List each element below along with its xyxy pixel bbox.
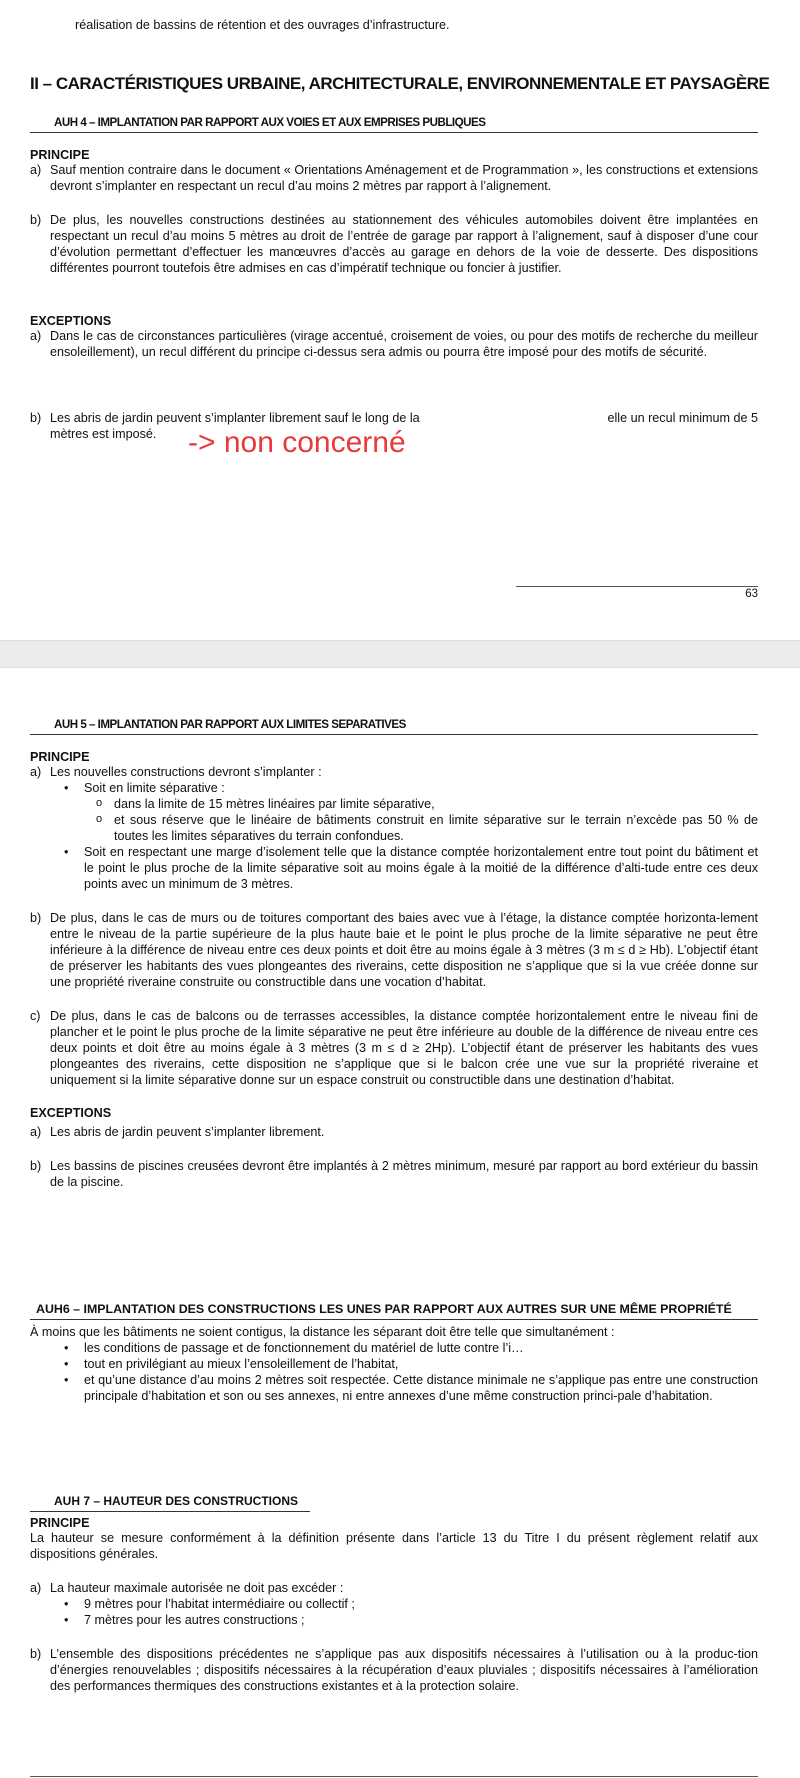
item-text: Sauf mention contraire dans le document « Orientations Aménagement et de Programmation », les constructions et extensions devront s’implanter en respectant un recul d’au moins 2 mètres par rapport à l’alignement. [50, 163, 758, 193]
auh7-intro: La hauteur se mesure conformément à la définition présente dans l’article 13 du Titre I du présent règlement relatif aux dispositions générales. [30, 1531, 758, 1561]
item-key: b) [30, 1647, 42, 1661]
list-item: • et qu’une distance d’au moins 2 mètres soit respectée. Cette distance minimale ne s’applique pas entre une construction principale d’habitation et son ou ses annexes, ni entre annexes d’une même construction princi-pale d’habitation. [30, 1372, 758, 1404]
document-page-64 [0, 668, 800, 1778]
item-key: a) [30, 163, 42, 177]
principe-label: PRINCIPE [30, 148, 90, 162]
auh4-exceptions [30, 314, 758, 360]
page-bottom-rule [30, 1776, 758, 1777]
item-text: De plus, dans le cas de murs ou de toitures comportant des baies avec vue à l’étage, la distance comptée horizonta-lement entre le niveau de la partie supérieure de la plus haute baie et le point le plus proche de la limite séparative ne peut être inférieure à la différence de niveau entre ces deux points et doit être au moins égale à 3 mètres (3 m ≤ d ≥ Hb). L’objectif étant de préserver les habitants des vues plongeantes des riverains, cette disposition ne s’applique que si la vue créée donne sur une propriété riveraine construite ou constructible dans une vocation d’habitat. [50, 911, 758, 989]
auh6-block [30, 1302, 758, 1404]
list-item: o dans la limite de 15 mètres linéaires par limite séparative, [30, 796, 758, 812]
item-text: De plus, dans le cas de balcons ou de terrasses accessibles, la distance comptée horizontalement entre le niveau fini de plancher et le point le plus proche de la limite séparative ne peut être inférieure au double de la différence de niveau entre ces deux points et doit être au moins égale à 3 mètres (3 m ≤ d ≥ 2Hp). L’objectif étant de préserver les habitants des vues plongeantes des riverains, cette disposition ne s’applique que si le balcon crée une vue sur la propriété riveraine et uniquement si la limite séparative donne sur un espace construit ou constructible dans une destination d’habitat. [50, 1009, 758, 1087]
item-key: a) [30, 1125, 42, 1139]
auh4-exception-a [30, 328, 758, 360]
item-text-line2: mètres est imposé. [50, 427, 157, 441]
list-item: o et sous réserve que le linéaire de bâtiments construit en limite séparative sur le terrain n’excède pas 50 % de toutes les limites séparatives du terrain confondues. [30, 812, 758, 844]
list-item: • tout en privilégiant au mieux l’ensoleillement de l’habitat, [30, 1356, 758, 1372]
bullet-list [30, 1596, 758, 1628]
bullet-list [30, 844, 758, 892]
item-key: c) [30, 1009, 41, 1023]
auh6-heading: AUH6 – IMPLANTATION DES CONSTRUCTIONS LES UNES PAR RAPPORT AUX AUTRES SUR UNE MÊME PROPRIÉTÉ [30, 1302, 758, 1320]
item-text: Les bassins de piscines creusées devront être implantés à 2 mètres minimum, mesuré par rapport au bord extérieur du bassin de la piscine. [50, 1159, 758, 1189]
sub-list [30, 796, 758, 844]
auh7-heading: AUH 7 – HAUTEUR DES CONSTRUCTIONS [30, 1494, 310, 1512]
auh4-principe-b [30, 212, 758, 276]
list-item: • Soit en respectant une marge d’isolement telle que la distance comptée horizontalement entre tout point du bâtiment et le point le plus proche de la limite séparative soit au moins égale à la moitié de la différence d’alti-tude entre ces deux points avec un minimum de 3 mètres. [30, 844, 758, 892]
item-text: L’ensemble des dispositions précédentes ne s’applique pas aux dispositifs nécessaires à l’utilisation ou à la produc-tion d’énergies renouvelables ; dispositifs nécessaires à la récupération d’eaux pluviales ; dispositifs nécessaires à l’amélioration des performances thermiques des constructions existantes et à la protection solaire. [50, 1647, 758, 1693]
item-key: b) [30, 911, 42, 925]
document-page-63 [0, 0, 800, 640]
auh7-principe [30, 1516, 758, 1694]
item-text: Les abris de jardin peuvent s’implanter librement. [50, 1125, 325, 1139]
item-key: b) [30, 411, 42, 425]
auh5-principe [30, 750, 758, 1190]
item-text: Dans le cas de circonstances particulières (virage accentué, croisement de voies, ou pour des motifs de recherche du meilleur ensoleillement), un recul différent du principe ci-dessus sera admis ou pourra être imposé pour des motifs de sécurité. [50, 329, 758, 359]
exceptions-label: EXCEPTIONS [30, 1106, 112, 1120]
auh7-block [30, 1494, 310, 1512]
list-item: • 7 mètres pour les autres constructions ; [30, 1612, 758, 1628]
list-item: • 9 mètres pour l’habitat intermédiaire ou collectif ; [30, 1596, 758, 1612]
item-text: De plus, les nouvelles constructions destinées au stationnement des véhicules automobiles doivent être implantées en respectant un recul d’au moins 5 mètres au droit de l’entrée de garage par rapport à l’alignement, sauf à disposer d’une cour d’évolution permettant d’effectuer les manœuvres d’accès au garage en dehors de la voie de desserte. Des dispositions différentes pourront toutefois être admises en cas d’impératif technique ou foncier à justifier. [50, 213, 758, 275]
footer-rule [516, 586, 758, 587]
auh4-heading: AUH 4 – IMPLANTATION PAR RAPPORT AUX VOIES ET AUX EMPRISES PUBLIQUES [30, 116, 758, 133]
bullet-list [30, 1340, 758, 1404]
page-separator [0, 640, 800, 668]
item-key: b) [30, 1159, 42, 1173]
section-title: II – CARACTÉRISTIQUES URBAINE, ARCHITECTURALE, ENVIRONNEMENTALE ET PAYSAGÈRE [30, 74, 770, 93]
auh4-block [30, 116, 758, 133]
auh5-principe-b [30, 910, 758, 990]
auh5-block [30, 718, 758, 735]
list-item: • les conditions de passage et de fonctionnement du matériel de lutte contre l’i… [30, 1340, 758, 1356]
item-text-right: elle un recul minimum de 5 [607, 411, 758, 425]
auh5-exception-b [30, 1158, 758, 1190]
auh5-principe-a [30, 764, 758, 780]
bullet-list [30, 780, 758, 796]
principe-label: PRINCIPE [30, 750, 90, 764]
item-key: b) [30, 213, 42, 227]
exceptions-label: EXCEPTIONS [30, 314, 112, 328]
auh5-principe-c [30, 1008, 758, 1088]
auh5-exception-a [30, 1124, 758, 1140]
cut-text-line: réalisation de bassins de rétention et des ouvrages d’infrastructure. [75, 17, 450, 32]
item-text: Les nouvelles constructions devront s’implanter : [50, 765, 322, 779]
auh4-principe-a [30, 162, 758, 194]
item-key: a) [30, 765, 42, 779]
principe-label: PRINCIPE [30, 1516, 90, 1530]
handwritten-annotation: -> non concerné [188, 426, 406, 459]
auh7-principe-a [30, 1580, 758, 1596]
auh6-intro: À moins que les bâtiments ne soient contigus, la distance les séparant doit être telle que simultanément : [30, 1325, 615, 1339]
auh4-principe [30, 148, 758, 276]
list-item: • Soit en limite séparative : [30, 780, 758, 796]
item-key: a) [30, 1581, 42, 1595]
page-number: 63 [745, 588, 758, 600]
auh7-principe-b [30, 1646, 758, 1694]
auh5-heading: AUH 5 – IMPLANTATION PAR RAPPORT AUX LIMITES SEPARATIVES [30, 718, 758, 735]
item-text-left: Les abris de jardin peuvent s’implanter librement sauf le long de la [50, 411, 420, 425]
item-key: a) [30, 329, 42, 343]
item-text: La hauteur maximale autorisée ne doit pas excéder : [50, 1581, 344, 1595]
